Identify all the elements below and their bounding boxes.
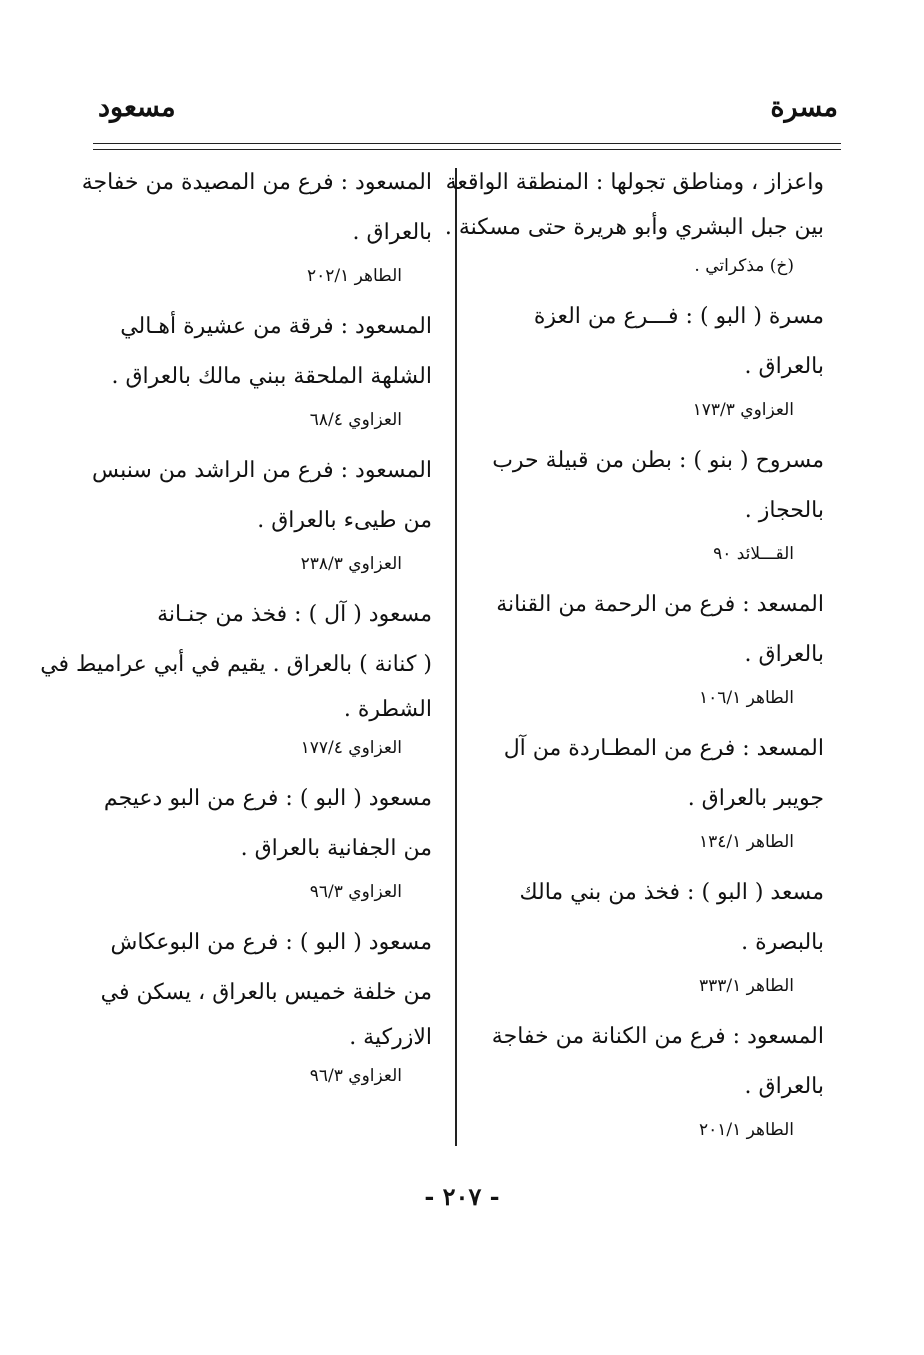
header-left-word: مسعود bbox=[98, 92, 176, 123]
entry-text-line: من الجفانية بالعراق . bbox=[240, 836, 432, 861]
entry-source: الطاهر ٢٠٢/١ bbox=[306, 266, 402, 286]
header-rule-bottom bbox=[93, 149, 841, 150]
entry-text-line: جويبر بالعراق . bbox=[687, 786, 824, 811]
entry-heading-line: مسرة ( البو ) : فـــرع من العزة bbox=[533, 304, 824, 329]
entry-source: الطاهر ٢٠١/١ bbox=[698, 1120, 794, 1140]
entry-text-line: من خلفة خميس بالعراق ، يسكن في bbox=[100, 980, 432, 1005]
entry-text-line: بالعراق . bbox=[744, 1074, 824, 1099]
entry-text-line: بالعراق . bbox=[352, 220, 432, 245]
entry-heading-line: مسروح ( بنو ) : بطن من قبيلة حرب bbox=[492, 448, 824, 473]
right-column bbox=[444, 158, 824, 1156]
entry-text-line: من طيىء بالعراق . bbox=[257, 508, 432, 533]
entry-text-line: ( كنانة ) بالعراق . يقيم في أبي عراميط في bbox=[40, 652, 432, 677]
entry-source: الطاهر ١٣٤/١ bbox=[698, 832, 794, 852]
entry-heading-line: المسعود : فرع من المصيدة من خفاجة bbox=[81, 170, 432, 195]
entry-heading-line: مسعود ( البو ) : فرع من البو دعيجم bbox=[103, 786, 432, 811]
entry-source: العزاوي ٢٣٨/٣ bbox=[300, 554, 402, 574]
column-divider bbox=[455, 168, 457, 1146]
entry-text-line: بالعراق . bbox=[744, 642, 824, 667]
entry-text-line: بين جبل البشري وأبو هريرة حتى مسكنة . bbox=[444, 215, 824, 240]
entry-heading-line: مسعود ( البو ) : فرع من البوعكاش bbox=[110, 930, 432, 955]
entry-source: العزاوي ١٧٧/٤ bbox=[300, 738, 402, 758]
entry-heading-line: المسعد : فرع من الرحمة من القنانة bbox=[496, 592, 824, 617]
entry-text-line: بالحجاز . bbox=[744, 498, 824, 523]
entry-heading-line: المسعود : فرقة من عشيرة أهـالي bbox=[120, 314, 432, 339]
entry-heading-line: المسعد : فرع من المطـاردة من آل bbox=[503, 736, 824, 761]
entry-source: العزاوي ١٧٣/٣ bbox=[692, 400, 794, 420]
header-right-word: مسرة bbox=[770, 92, 838, 123]
entry-source: (خ) مذكراتي . bbox=[694, 256, 794, 276]
entry-source: العزاوي ٩٦/٣ bbox=[309, 1066, 402, 1086]
entry-text-line: الشطرة . bbox=[343, 697, 432, 722]
entry-heading-line: مسعود ( آل ) : فخذ من جنـانة bbox=[157, 602, 432, 627]
left-column bbox=[40, 158, 432, 1102]
entry-heading-line: المسعود : فرع من الكنانة من خفاجة bbox=[491, 1024, 824, 1049]
entry-source: الطاهر ١٠٦/١ bbox=[698, 688, 794, 708]
entry-text-line: بالبصرة . bbox=[741, 930, 824, 955]
entry-source: العزاوي ٦٨/٤ bbox=[309, 410, 402, 430]
entry-source: الطاهر ٣٣٣/١ bbox=[698, 976, 794, 996]
entry-source: العزاوي ٩٦/٣ bbox=[309, 882, 402, 902]
header-rule-top bbox=[93, 143, 841, 144]
entry-text-line: الشلهة الملحقة ببني مالك بالعراق . bbox=[111, 364, 432, 389]
entry-text-line: بالعراق . bbox=[744, 354, 824, 379]
entry-heading-line: المسعود : فرع من الراشد من سنبس bbox=[92, 458, 432, 483]
entry-text-line: واعزاز ، ومناطق تجولها : المنطقة الواقعة bbox=[445, 170, 824, 195]
page-number: - ٢٠٧ - bbox=[424, 1182, 500, 1211]
entry-text-line: الازركية . bbox=[349, 1025, 432, 1050]
entry-source: القـــلائد ٩٠ bbox=[713, 544, 794, 564]
entry-heading-line: مسعد ( البو ) : فخذ من بني مالك bbox=[519, 880, 824, 905]
